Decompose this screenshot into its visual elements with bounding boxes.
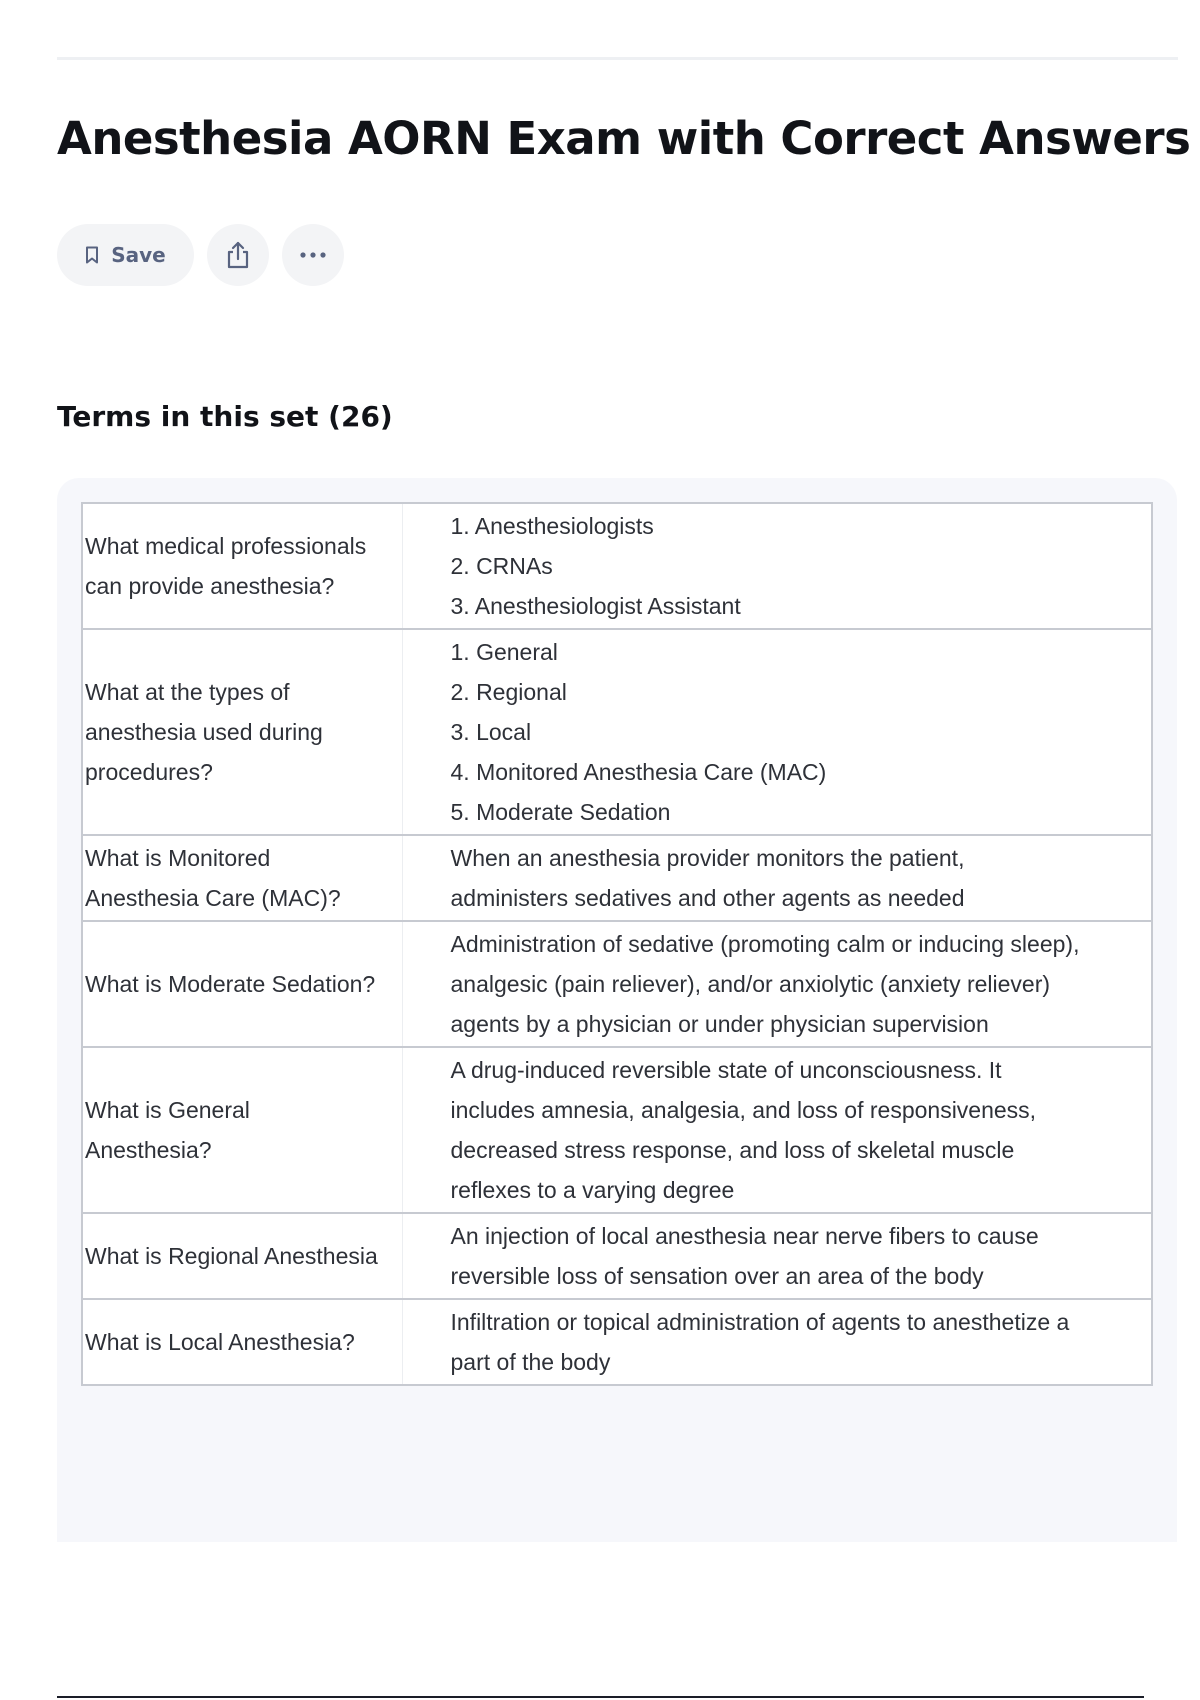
terms-heading: Terms in this set (26) bbox=[57, 400, 393, 433]
definition-cell bbox=[402, 1299, 1152, 1385]
definition-cell bbox=[402, 629, 1152, 835]
term-text: What is Local Anesthesia? bbox=[82, 1299, 402, 1385]
page-title: Anesthesia AORN Exam with Correct Answers bbox=[57, 112, 1191, 165]
term-row bbox=[82, 1213, 1152, 1299]
definition-line: An injection of local anesthesia near nerve fibers to cause reversible loss of sensation over an area of the body bbox=[450, 1223, 1039, 1289]
definition-line: 1. Anesthesiologists bbox=[450, 513, 654, 539]
save-label: Save bbox=[111, 243, 166, 267]
definition-cell bbox=[402, 835, 1152, 921]
bookmark-icon bbox=[85, 246, 99, 264]
terms-table bbox=[81, 502, 1153, 1386]
definition-line: 1. General bbox=[450, 639, 558, 665]
share-icon bbox=[225, 241, 251, 269]
term-text: What at the types of anesthesia used during procedures? bbox=[82, 629, 402, 835]
definition-line: 3. Local bbox=[450, 719, 532, 745]
term-text: What is Monitored Anesthesia Care (MAC)? bbox=[82, 835, 402, 921]
definition-line: 2. Regional bbox=[450, 679, 567, 705]
definition-line: When an anesthesia provider monitors the patient, administers sedatives and other agents as needed bbox=[450, 845, 965, 911]
term-text: What is General Anesthesia? bbox=[82, 1047, 402, 1213]
term-row bbox=[82, 921, 1152, 1047]
term-text: What is Regional Anesthesia bbox=[82, 1213, 402, 1299]
term-row bbox=[82, 629, 1152, 835]
top-divider bbox=[57, 57, 1178, 60]
definition-cell bbox=[402, 921, 1152, 1047]
more-icon bbox=[299, 252, 327, 258]
definition-cell bbox=[402, 1213, 1152, 1299]
term-row bbox=[82, 503, 1152, 629]
bottom-divider bbox=[57, 1696, 1144, 1698]
term-row bbox=[82, 835, 1152, 921]
term-text: What medical professionals can provide anesthesia? bbox=[82, 503, 402, 629]
definition-line: A drug-induced reversible state of unconsciousness. It includes amnesia, analgesia, and loss of responsiveness, decreased stress response, and loss of skeletal muscle reflexes to a varying degree bbox=[450, 1057, 1037, 1203]
definition-line: Administration of sedative (promoting calm or inducing sleep), analgesic (pain reliever), and/or anxiolytic (anxiety reliever) agents by a physician or under physician supervision bbox=[450, 931, 1080, 1037]
term-row bbox=[82, 1299, 1152, 1385]
definition-line: 4. Monitored Anesthesia Care (MAC) bbox=[450, 759, 827, 785]
more-button[interactable] bbox=[282, 224, 344, 286]
share-button[interactable] bbox=[207, 224, 269, 286]
definition-cell bbox=[402, 503, 1152, 629]
term-text: What is Moderate Sedation? bbox=[82, 921, 402, 1047]
definition-line: 5. Moderate Sedation bbox=[450, 799, 671, 825]
term-row bbox=[82, 1047, 1152, 1213]
definition-cell bbox=[402, 1047, 1152, 1213]
definition-line: Infiltration or topical administration of agents to anesthetize a part of the body bbox=[450, 1309, 1070, 1375]
definition-line: 3. Anesthesiologist Assistant bbox=[450, 593, 741, 619]
action-bar bbox=[57, 224, 344, 286]
definition-line: 2. CRNAs bbox=[450, 553, 553, 579]
save-button[interactable] bbox=[57, 224, 194, 286]
